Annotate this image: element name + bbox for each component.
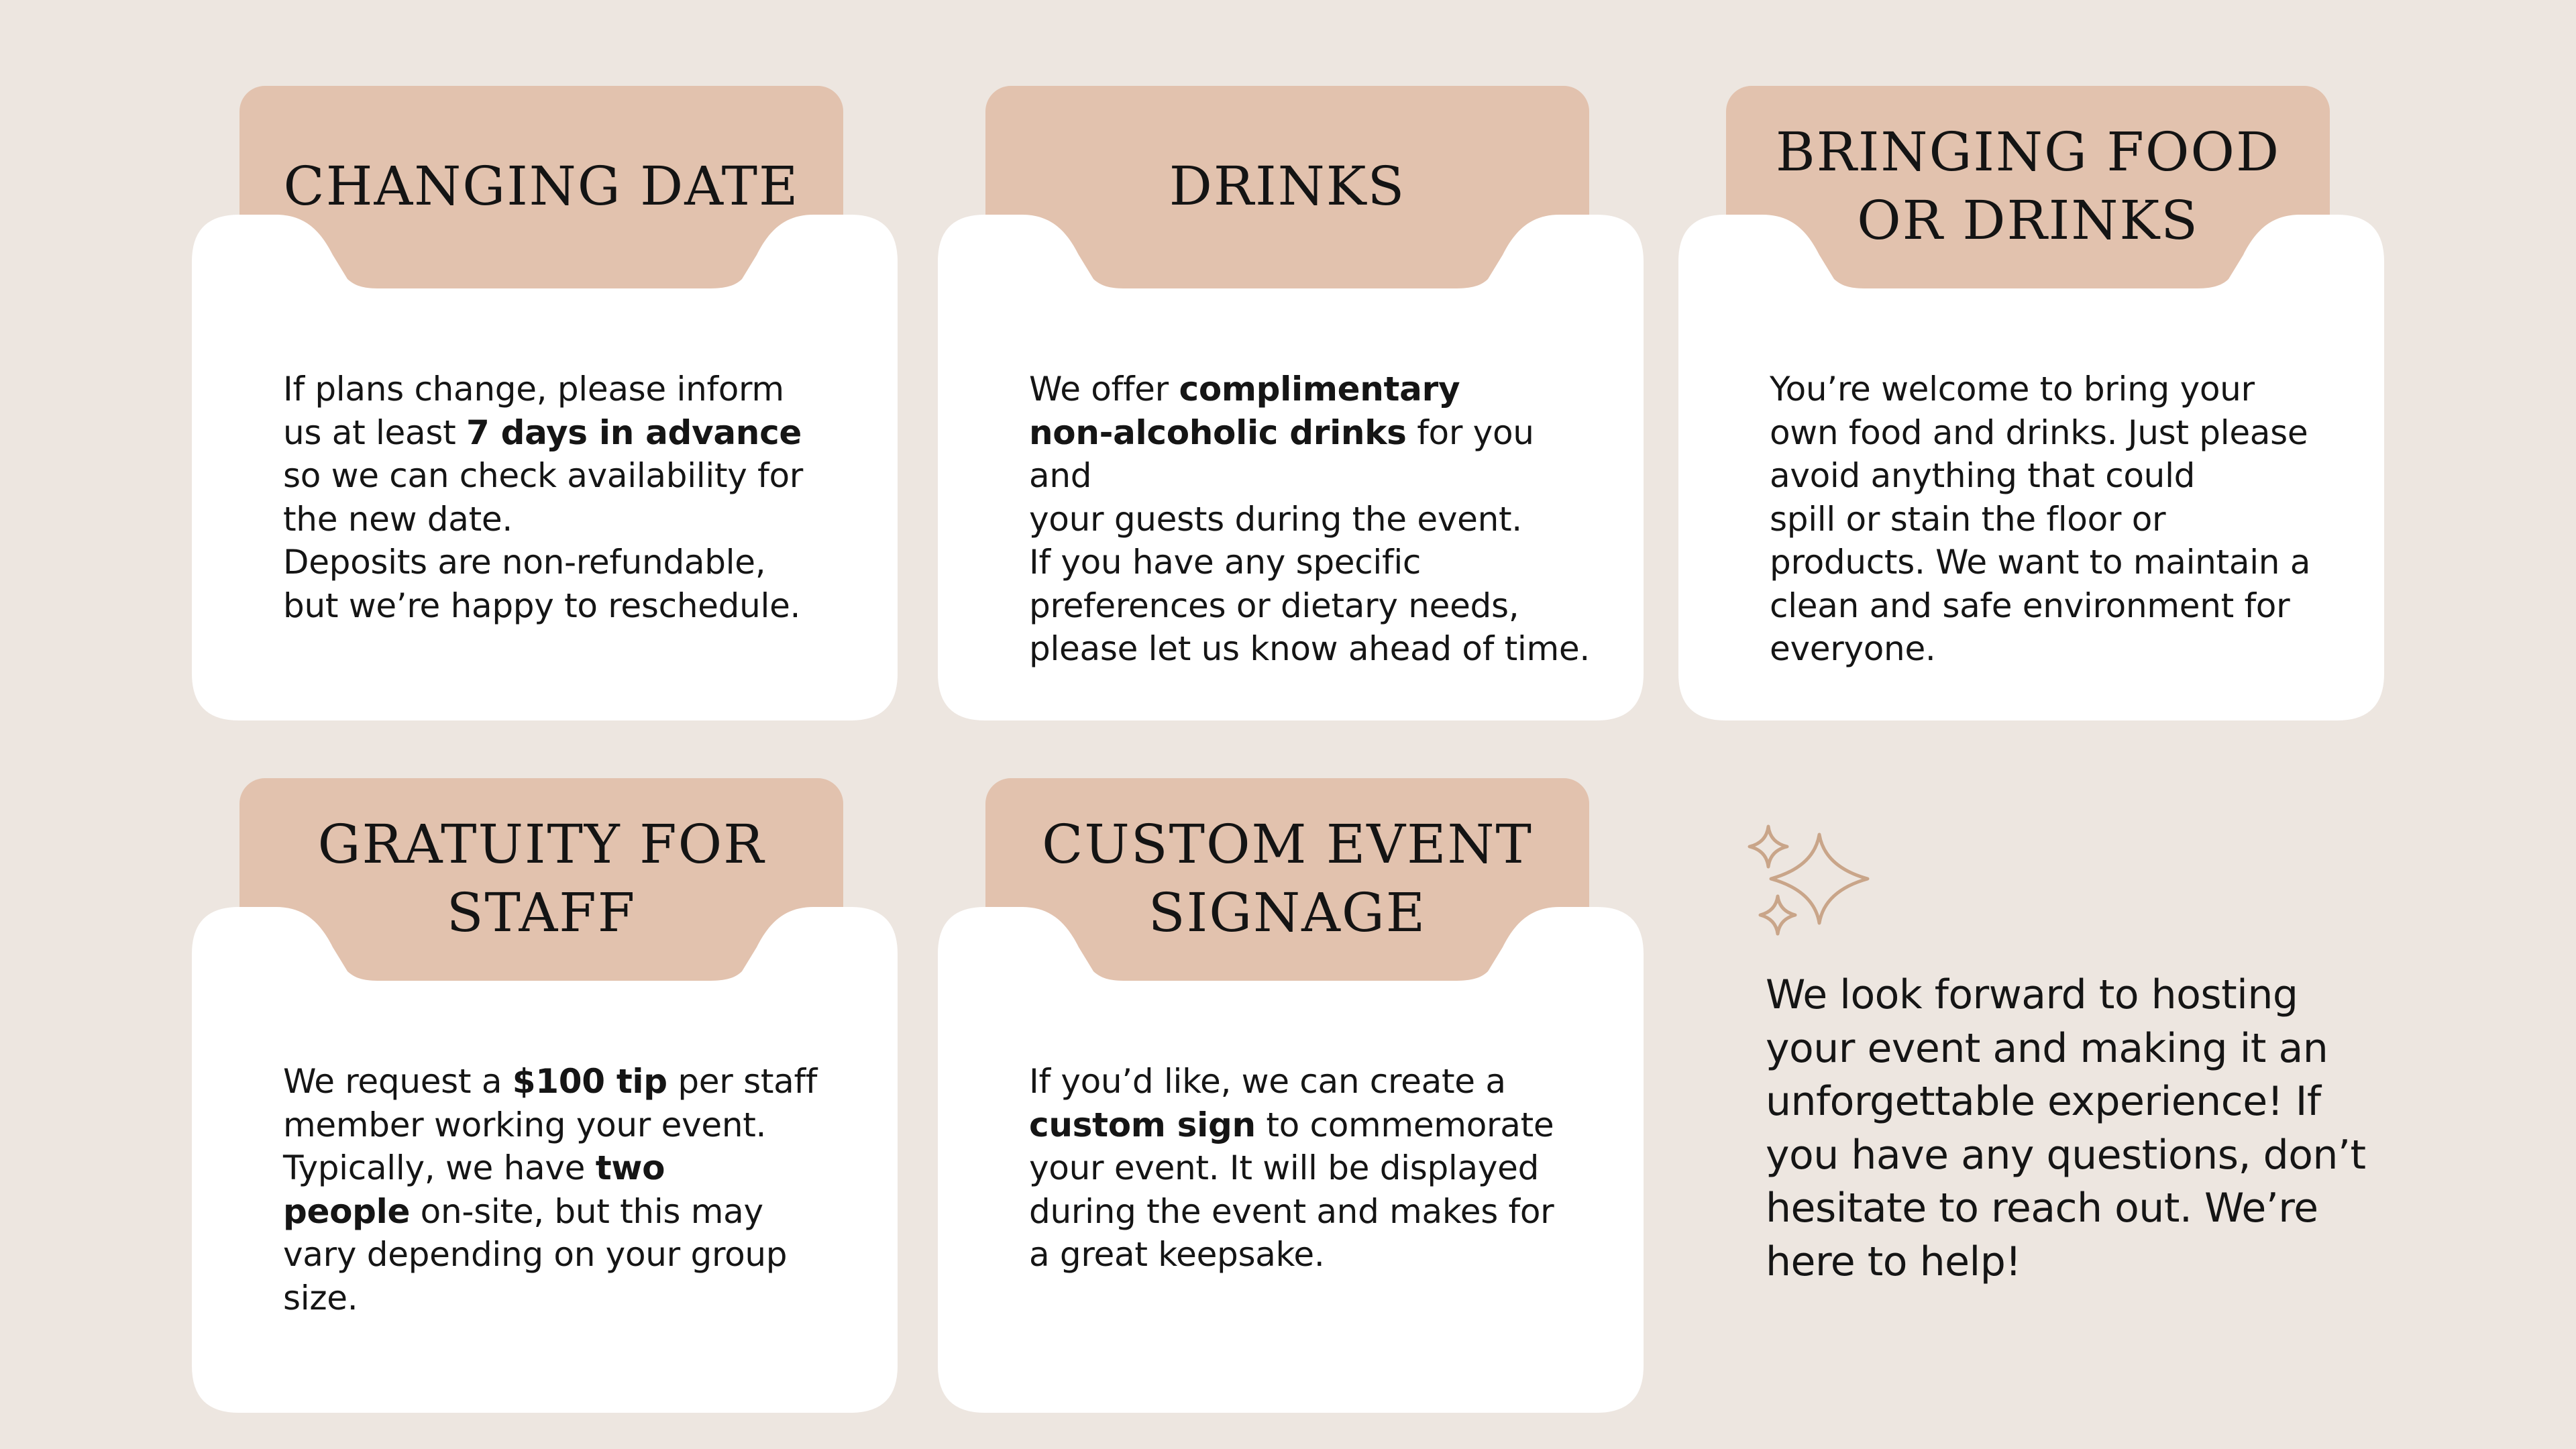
card-text: We request a $100 tip per staff member working your event. Typically, we have two people on-site, but this may vary depending on your group size.	[283, 1062, 818, 1318]
closing-message: We look forward to hosting your event and making it an unforgettable experience! If you have any questions, don’t hesitate to reach out. We’re here to help!	[1766, 971, 2366, 1285]
card-title: GRATUITY FOR STAFF	[317, 813, 765, 944]
info-card-changing-date	[192, 86, 898, 720]
info-card-bringing-food	[1678, 86, 2384, 720]
info-card-drinks	[938, 86, 1644, 720]
emphasis-text: people	[283, 1191, 411, 1231]
card-text: You’re welcome to bring your own food and drinks. Just please avoid anything that could spill or stain the floor or products. We want to maintain a clean and safe environment for everyone.	[1770, 370, 2311, 668]
emphasis-text: non-alcoholic drinks	[1029, 413, 1407, 452]
card-text: If plans change, please inform us at least 7 days in advance so we can check availability for the new date. Deposits are non-refundable, but we’re happy to reschedule.	[283, 370, 804, 625]
info-card-gratuity	[192, 778, 898, 1413]
emphasis-text: custom sign	[1029, 1105, 1256, 1144]
card-text: We offer complimentary non-alcoholic drinks for you and your guests during the event. If you have any specific preferences or dietary needs, please let us know ahead of time.	[1029, 370, 1590, 668]
card-text: If you’d like, we can create a custom sign to commemorate your event. It will be displayed during the event and makes for a great keepsake.	[1029, 1062, 1554, 1274]
emphasis-text: two	[595, 1148, 665, 1187]
card-title: BRINGING FOOD OR DRINKS	[1775, 121, 2281, 252]
card-title: CUSTOM EVENT SIGNAGE	[1042, 813, 1533, 944]
info-card-custom-signage	[938, 778, 1644, 1413]
sparkles-icon	[1744, 820, 1878, 941]
card-title: DRINKS	[1169, 155, 1406, 217]
emphasis-text: $100 tip	[512, 1062, 667, 1101]
card-title: CHANGING DATE	[283, 155, 800, 217]
emphasis-text: complimentary	[1179, 370, 1460, 409]
emphasis-text: 7 days in advance	[466, 413, 802, 452]
